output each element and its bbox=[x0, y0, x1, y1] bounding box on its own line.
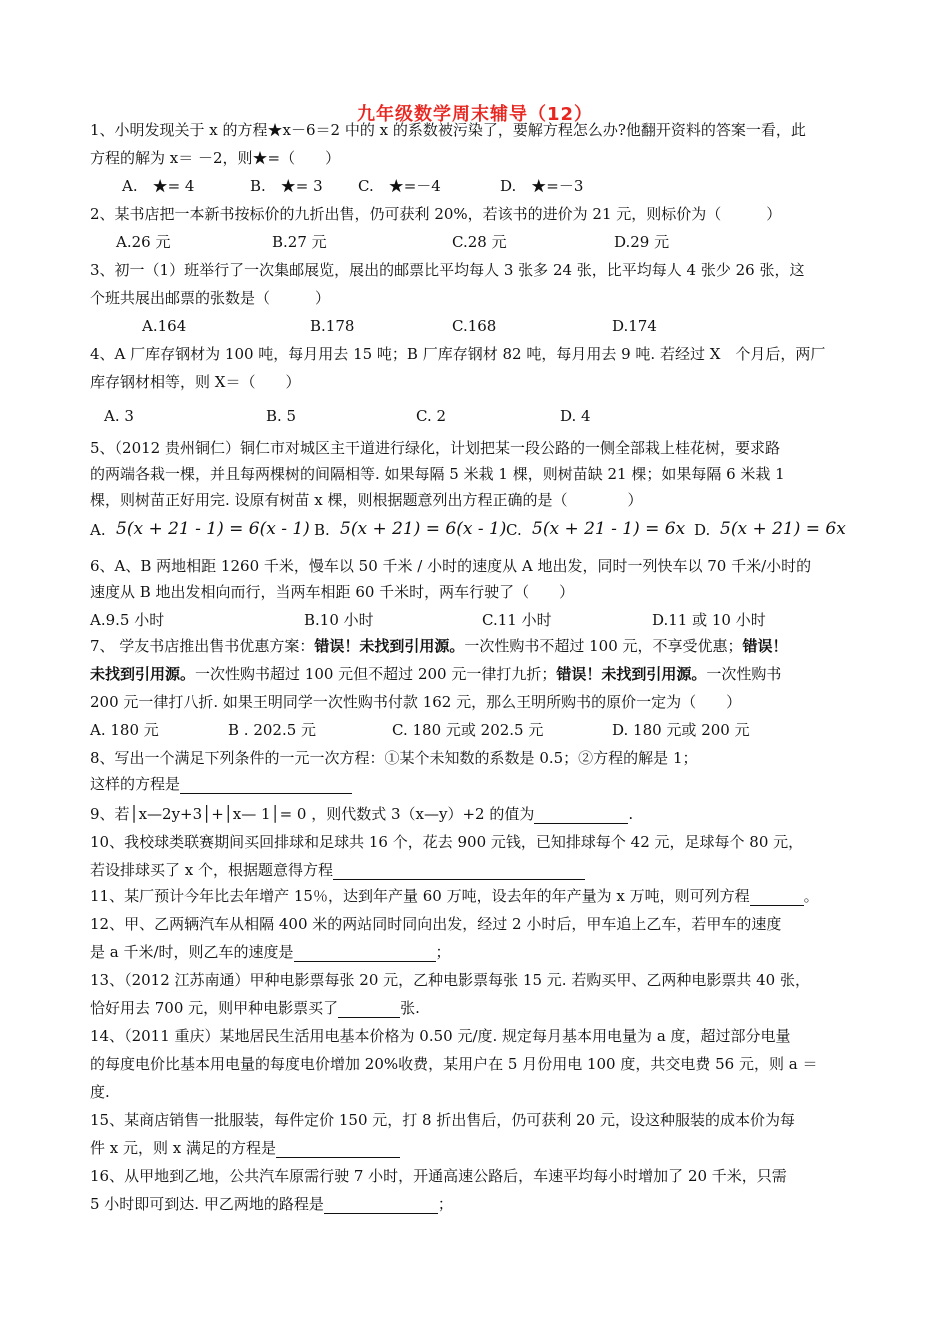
q10-line2 bbox=[90, 860, 870, 880]
q1-line1: 1、小明发现关于 x 的方程★x－6＝2 中的 x 的系数被污染了，要解方程怎么办?他翻开资料的答案一看，此 bbox=[90, 121, 806, 139]
q3-line2: 个班共展出邮票的张数是（ ） bbox=[90, 289, 331, 307]
q13-answer-blank[interactable] bbox=[338, 1001, 400, 1018]
q13-prompt: 恰好用去 700 元，则甲种电影票买了 bbox=[90, 999, 339, 1017]
q1-option-d: D. ★=－3 bbox=[500, 177, 584, 195]
q5-formula-b: 5(x + 21) = 6(x - 1) bbox=[340, 519, 507, 539]
q3-option-d: D.174 bbox=[612, 317, 657, 335]
q5-option-c: C. bbox=[506, 521, 522, 539]
q2-line1: 2、某书店把一本新书按标价的九折出售，仍可获利 20%，若该书的进价为 21 元，则标价为（ ） bbox=[90, 205, 782, 223]
q5-option-a: A. bbox=[90, 521, 106, 539]
page-title: 九年级数学周末辅导（12） bbox=[356, 104, 594, 125]
q3-option-c: C.168 bbox=[452, 317, 497, 335]
q11-line1 bbox=[90, 886, 870, 906]
q7-error-ref-2b: 未找到引用源。 bbox=[90, 665, 196, 683]
q13-line1: 13、（2012 江苏南通）甲种电影票每张 20 元，乙种电影票每张 15 元. 若购买甲、乙两种电影票共 40 张， bbox=[90, 971, 810, 989]
q3-option-b: B.178 bbox=[310, 317, 355, 335]
q7-option-b: B . 202.5 元 bbox=[228, 721, 317, 739]
q5-option-b: B. bbox=[314, 521, 330, 539]
q10-prompt: 若设排球买了 x 个，根据题意得方程 bbox=[90, 861, 333, 879]
q7-line2 bbox=[90, 664, 870, 684]
q7-rule-2: 一次性购书超过 100 元但不超过 200 元一律打九折； bbox=[195, 665, 557, 683]
q7-option-c: C. 180 元或 202.5 元 bbox=[392, 721, 544, 739]
q1-line2: 方程的解为 x＝ －2，则★=（ ） bbox=[90, 149, 341, 167]
q8-prompt: 这样的方程是 bbox=[90, 775, 181, 793]
q6-option-c: C.11 小时 bbox=[482, 611, 552, 629]
q2-option-c: C.28 元 bbox=[452, 233, 507, 251]
q5-option-d: D. bbox=[694, 521, 711, 539]
q7-intro: 7、 学友书店推出售书优惠方案： bbox=[90, 637, 315, 655]
q4-line1: 4、A 厂库存钢材为 100 吨，每月用去 15 吨；B 厂库存钢材 82 吨，每月用去 9 吨. 若经过 X 个月后，两厂 bbox=[90, 345, 826, 363]
q13-line2 bbox=[90, 998, 870, 1018]
q1-option-b: B. ★= 3 bbox=[250, 177, 323, 195]
q16-answer-blank[interactable] bbox=[324, 1197, 438, 1214]
q5-formula-c: 5(x + 21 - 1) = 6x bbox=[532, 519, 686, 539]
q12-tail: ； bbox=[435, 943, 451, 961]
q12-line2 bbox=[90, 942, 870, 962]
q7-option-d: D. 180 元或 200 元 bbox=[612, 721, 750, 739]
q14-line3: 度. bbox=[90, 1083, 110, 1101]
q15-answer-blank[interactable] bbox=[276, 1141, 400, 1158]
q7-line3: 200 元一律打八折. 如果王明同学一次性购书付款 162 元，那么王明所购书的原价一定为（ ） bbox=[90, 693, 742, 711]
q16-line1: 16、从甲地到乙地，公共汽车原需行驶 7 小时，开通高速公路后，车速平均每小时增加了 20 千米，只需 bbox=[90, 1167, 787, 1185]
q5-line1: 5、（2012 贵州铜仁）铜仁市对城区主干道进行绿化，计划把某一段公路的一侧全部栽上桂花树，要求路 bbox=[90, 439, 780, 457]
q9-answer-blank[interactable] bbox=[534, 807, 628, 824]
q6-option-d: D.11 或 10 小时 bbox=[652, 611, 766, 629]
q9-prompt: 9、若│x—2y+3│+│x— 1│= 0 ，则代数式 3（x—y）+2 的值为 bbox=[90, 805, 535, 823]
q2-option-b: B.27 元 bbox=[272, 233, 327, 251]
q6-option-b: B.10 小时 bbox=[304, 611, 374, 629]
q6-option-a: A.9.5 小时 bbox=[90, 611, 165, 629]
q2-option-d: D.29 元 bbox=[614, 233, 670, 251]
q16-prompt: 5 小时即可到达. 甲乙两地的路程是 bbox=[90, 1195, 324, 1213]
q1-option-a: A. ★= 4 bbox=[122, 177, 195, 195]
q7-error-ref-2a: 错误！ bbox=[742, 637, 788, 655]
q6-line2: 速度从 B 地出发相向而行，当两车相距 60 千米时，两车行驶了（ ） bbox=[90, 583, 575, 601]
q11-prompt: 11、某厂预计今年比去年增产 15％，达到年产量 60 万吨，设去年的年产量为 x 万吨，则可列方程 bbox=[90, 887, 750, 905]
q8-line1: 8、写出一个满足下列条件的一元一次方程：①某个未知数的系数是 0.5；②方程的解是 1； bbox=[90, 749, 698, 767]
q4-option-d: D. 4 bbox=[560, 407, 591, 425]
q4-option-b: B. 5 bbox=[266, 407, 297, 425]
q13-tail: 张. bbox=[400, 999, 420, 1017]
q12-answer-blank[interactable] bbox=[294, 945, 436, 962]
q12-line1: 12、甲、乙两辆汽车从相隔 400 米的两站同时同向出发，经过 2 小时后，甲车追上乙车，若甲车的速度 bbox=[90, 915, 782, 933]
q15-prompt: 件 x 元，则 x 满足的方程是 bbox=[90, 1139, 276, 1157]
q10-line1: 10、我校球类联赛期间买回排球和足球共 16 个，花去 900 元钱，已知排球每个 42 元，足球每个 80 元， bbox=[90, 833, 804, 851]
q12-prompt: 是 a 千米/时，则乙车的速度是 bbox=[90, 943, 294, 961]
q4-option-c: C. 2 bbox=[416, 407, 447, 425]
q9-line1 bbox=[90, 804, 870, 824]
q1-option-c: C. ★=－4 bbox=[358, 177, 441, 195]
q5-line2: 的两端各栽一棵，并且每两棵树的间隔相等. 如果每隔 5 米栽 1 棵，则树苗缺 21 棵；如果每隔 6 米栽 1 bbox=[90, 465, 785, 483]
q14-line2: 的每度电价比基本用电量的每度电价增加 20%收费，某用户在 5 月份用电 100 度，共交电费 56 元，则 a ＝ bbox=[90, 1055, 818, 1073]
q3-option-a: A.164 bbox=[142, 317, 187, 335]
q11-answer-blank[interactable] bbox=[750, 889, 804, 906]
q5-formula-d: 5(x + 21) = 6x bbox=[720, 519, 846, 539]
q5-line3: 棵，则树苗正好用完. 设原有树苗 x 棵，则根据题意列出方程正确的是（ ） bbox=[90, 491, 643, 509]
q7-option-a: A. 180 元 bbox=[90, 721, 159, 739]
q7-rule-3: 一次性购书 bbox=[706, 665, 782, 683]
q15-line2 bbox=[90, 1138, 870, 1158]
q8-answer-blank[interactable] bbox=[180, 777, 352, 794]
q15-line1: 15、某商店销售一批服装，每件定价 150 元，打 8 折出售后，仍可获利 20 元，设这种服装的成本价为每 bbox=[90, 1111, 795, 1129]
q7-rule-1: 一次性购书不超过 100 元，不享受优惠； bbox=[464, 637, 743, 655]
q7-error-ref-3: 错误！未找到引用源。 bbox=[556, 665, 707, 683]
q2-option-a: A.26 元 bbox=[116, 233, 171, 251]
q10-answer-blank[interactable] bbox=[333, 863, 585, 880]
q16-tail: ； bbox=[437, 1195, 453, 1213]
q9-tail: . bbox=[628, 805, 634, 823]
q11-tail: 。 bbox=[803, 887, 819, 905]
q6-line1: 6、A、B 两地相距 1260 千米，慢车以 50 千米 / 小时的速度从 A 地出发，同时一列快车以 70 千米/小时的 bbox=[90, 557, 812, 575]
q8-line2 bbox=[90, 774, 870, 794]
q5-formula-a: 5(x + 21 - 1) = 6(x - 1) bbox=[116, 519, 310, 539]
q3-line1: 3、初一（1）班举行了一次集邮展览，展出的邮票比平均每人 3 张多 24 张，比平均每人 4 张少 26 张，这 bbox=[90, 261, 805, 279]
q7-error-ref-1: 错误！未找到引用源。 bbox=[314, 637, 465, 655]
q14-line1: 14、（2011 重庆）某地居民生活用电基本价格为 0.50 元/度. 规定每月基本用电量为 a 度，超过部分电量 bbox=[90, 1027, 791, 1045]
q7-line1 bbox=[90, 636, 870, 656]
q4-line2: 库存钢材相等，则 X＝（ ） bbox=[90, 373, 301, 391]
q16-line2 bbox=[90, 1194, 870, 1214]
q4-option-a: A. 3 bbox=[104, 407, 134, 425]
